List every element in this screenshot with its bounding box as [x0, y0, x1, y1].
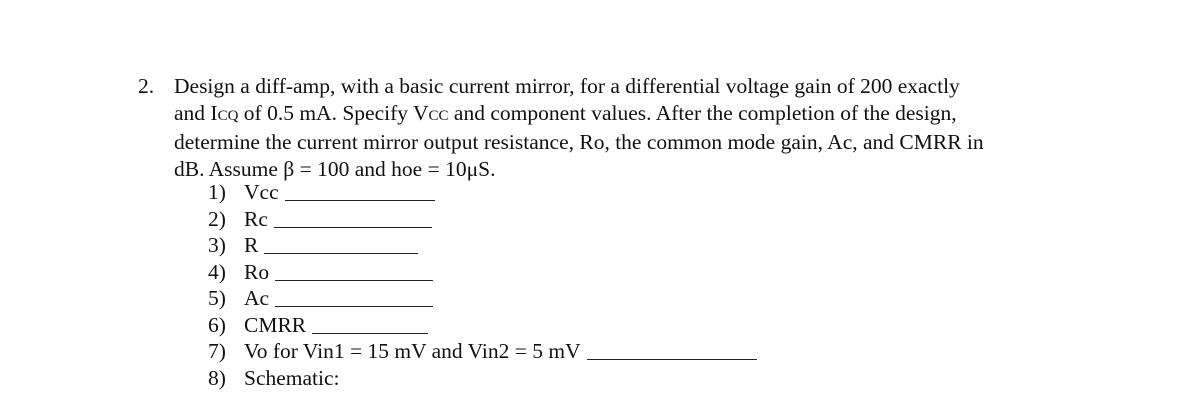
question-number: 2. — [138, 74, 155, 98]
question-line-2-prefix: and I — [174, 100, 218, 125]
answer-label: R — [244, 233, 259, 257]
answer-item — [208, 179, 757, 206]
answer-number: 6) — [208, 312, 226, 337]
answer-number: 3) — [208, 233, 226, 257]
answer-label: Ac — [244, 286, 270, 310]
icq-subscript: CQ — [217, 107, 239, 124]
answer-label: Vo for Vin1 = 15 mV and Vin2 = 5 mV — [244, 339, 581, 363]
answer-item — [208, 365, 757, 392]
question-text — [174, 73, 1074, 182]
answer-blank[interactable] — [312, 315, 428, 334]
question-line-3: determine the current mirror output resistance, Ro, the common mode gain, Ac, and CMRR in — [174, 130, 984, 154]
answer-number: 1) — [208, 180, 226, 204]
answer-number: 7) — [208, 339, 226, 363]
question-line-2-suffix: and component values. After the completion of the design, — [448, 100, 957, 125]
answer-number: 2) — [208, 206, 226, 231]
answer-blank[interactable] — [275, 288, 433, 307]
answer-item — [208, 312, 757, 339]
answer-label: CMRR — [244, 312, 307, 337]
answer-label: Ro — [244, 259, 270, 284]
answer-label: Schematic: — [244, 365, 340, 390]
answer-item — [208, 285, 757, 312]
answer-label: Rc — [244, 206, 268, 231]
question-line-2 — [174, 100, 1074, 130]
answer-item — [208, 232, 757, 259]
answer-item — [208, 338, 757, 365]
answer-blank[interactable] — [264, 235, 418, 254]
question-line-2-mid: of 0.5 mA. Specify V — [238, 100, 429, 125]
answer-label: Vcc — [244, 180, 279, 204]
answer-item — [208, 259, 757, 286]
answer-number: 8) — [208, 365, 226, 390]
answer-blank[interactable] — [275, 262, 433, 281]
answer-blank[interactable] — [285, 182, 435, 201]
answer-blank[interactable] — [274, 209, 432, 228]
answer-number: 5) — [208, 286, 226, 310]
answer-item — [208, 206, 757, 233]
answer-blank[interactable] — [587, 341, 757, 360]
vcc-subscript: CC — [428, 107, 449, 124]
answer-list — [208, 179, 757, 391]
question-line-4: dB. Assume β = 100 and hoe = 10μS. — [174, 156, 496, 181]
question-line-1: Design a diff-amp, with a basic current mirror, for a differential voltage gain of 200 exactly — [174, 74, 960, 98]
answer-number: 4) — [208, 259, 226, 284]
